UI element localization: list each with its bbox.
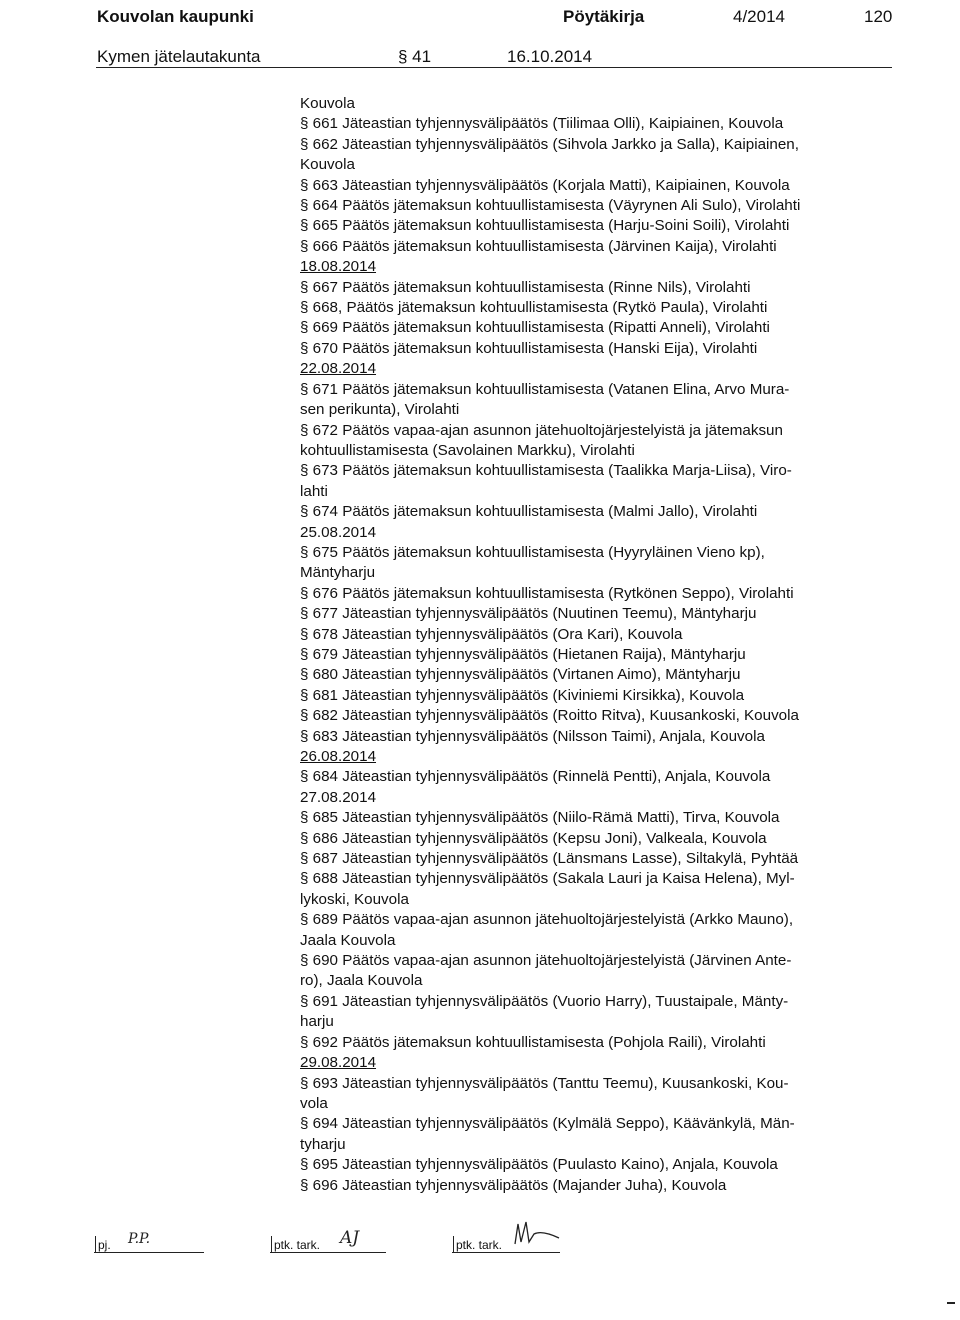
list-line: § 695 Jäteastian tyhjennysvälipäätös (Puulasto Kaino), Anjala, Kouvola <box>300 1156 778 1174</box>
date-heading: 18.08.2014 <box>300 258 377 276</box>
list-line: § 678 Jäteastian tyhjennysvälipäätös (Ora Kari), Kouvola <box>300 625 683 643</box>
list-line: § 672 Päätös vapaa-ajan asunnon jätehuoltojärjestelyistä ja jätemaksun <box>300 421 783 439</box>
chair-signature-line <box>94 1252 204 1253</box>
list-line: tyharju <box>300 1135 346 1153</box>
list-line: § 668, Päätös jätemaksun kohtuullistamisesta (Rytkö Paula), Virolahti <box>300 299 768 317</box>
list-line: § 694 Jäteastian tyhjennysvälipäätös (Kylmälä Seppo), Käävänkylä, Män- <box>300 1115 795 1133</box>
date-heading: 29.08.2014 <box>300 1054 377 1072</box>
list-line: § 691 Jäteastian tyhjennysvälipäätös (Vuorio Harry), Tuustaipale, Mänty- <box>300 992 789 1010</box>
list-line: 25.08.2014 <box>300 523 377 541</box>
list-line: § 679 Jäteastian tyhjennysvälipäätös (Hietanen Raija), Mäntyharju <box>300 645 746 663</box>
list-line: § 686 Jäteastian tyhjennysvälipäätös (Kepsu Joni), Valkeala, Kouvola <box>300 829 767 847</box>
list-line: vola <box>300 1094 328 1112</box>
document-type: Pöytäkirja <box>563 7 645 26</box>
checker1-initials: AJ <box>340 1228 360 1248</box>
header-divider <box>96 67 892 68</box>
list-line: lahti <box>300 482 328 500</box>
list-line: § 683 Jäteastian tyhjennysvälipäätös (Nilsson Taimi), Anjala, Kouvola <box>300 727 765 745</box>
list-line: harju <box>300 1013 334 1031</box>
list-line: Kouvola <box>300 95 355 112</box>
chair-signature-label: pj. <box>98 1238 111 1252</box>
list-line: § 671 Päätös jätemaksun kohtuullistamisesta (Vatanen Elina, Arvo Mura- <box>300 380 790 398</box>
checker1-signature-line <box>270 1252 386 1253</box>
list-line: § 673 Päätös jätemaksun kohtuullistamisesta (Taalikka Marja-Liisa), Viro- <box>300 462 792 480</box>
chair-initials: P.P. <box>128 1231 151 1247</box>
list-line: Kouvola <box>300 156 355 174</box>
list-line: § 663 Jäteastian tyhjennysvälipäätös (Korjala Matti), Kaipiainen, Kouvola <box>300 176 790 194</box>
list-line: Jaala Kouvola <box>300 931 396 949</box>
date-heading: 26.08.2014 <box>300 748 377 765</box>
list-line: § 669 Päätös jätemaksun kohtuullistamisesta (Ripatti Anneli), Virolahti <box>300 319 770 337</box>
list-line: § 670 Päätös jätemaksun kohtuullistamisesta (Hanski Eija), Virolahti <box>300 339 758 357</box>
list-line: § 689 Päätös vapaa-ajan asunnon jätehuoltojärjestelyistä (Arkko Mauno), <box>300 911 794 929</box>
list-line: kohtuullistamisesta (Savolainen Markku), Virolahti <box>300 441 635 459</box>
list-line: § 687 Jäteastian tyhjennysvälipäätös (Länsmans Lasse), Siltakylä, Pyhtää <box>300 850 799 868</box>
list-line: § 693 Jäteastian tyhjennysvälipäätös (Tanttu Teemu), Kuusankoski, Kou- <box>300 1074 789 1092</box>
date-heading: 22.08.2014 <box>300 360 377 378</box>
list-line: § 685 Jäteastian tyhjennysvälipäätös (Niilo-Rämä Matti), Tirva, Kouvola <box>300 809 780 827</box>
checker2-signature-line <box>452 1252 560 1253</box>
list-line: Mäntyharju <box>300 564 376 582</box>
handwritten-signature-icon <box>512 1218 562 1248</box>
list-line: § 662 Jäteastian tyhjennysvälipäätös (Sihvola Jarkko ja Salla), Kaipiainen, <box>300 135 799 153</box>
list-line: § 681 Jäteastian tyhjennysvälipäätös (Kiviniemi Kirsikka), Kouvola <box>300 686 745 704</box>
list-line: § 661 Jäteastian tyhjennysvälipäätös (Tiilimaa Olli), Kaipiainen, Kouvola <box>300 115 784 133</box>
list-line: 27.08.2014 <box>300 788 377 806</box>
list-line: sen perikunta), Virolahti <box>300 401 460 419</box>
list-line: § 674 Päätös jätemaksun kohtuullistamisesta (Malmi Jallo), Virolahti <box>300 503 758 521</box>
list-line: § 696 Jäteastian tyhjennysvälipäätös (Majander Juha), Kouvola <box>300 1176 727 1194</box>
list-line: § 690 Päätös vapaa-ajan asunnon jätehuoltojärjestelyistä (Järvinen Ante- <box>300 952 792 970</box>
list-line: § 665 Päätös jätemaksun kohtuullistamisesta (Harju-Soini Soili), Virolahti <box>300 217 790 235</box>
list-line: § 692 Päätös jätemaksun kohtuullistamisesta (Pohjola Raili), Virolahti <box>300 1033 766 1051</box>
organization-name: Kouvolan kaupunki <box>97 7 254 26</box>
list-line: § 688 Jäteastian tyhjennysvälipäätös (Sakala Lauri ja Kaisa Helena), Myl- <box>300 870 795 888</box>
list-line: lykoski, Kouvola <box>300 890 409 908</box>
list-line: ro), Jaala Kouvola <box>300 972 423 990</box>
list-line: § 664 Päätös jätemaksun kohtuullistamisesta (Väyrynen Ali Sulo), Virolahti <box>300 197 801 215</box>
document-number: 4/2014 <box>733 7 785 26</box>
checker1-signature-label: ptk. tark. <box>274 1238 320 1252</box>
section-number: § 41 <box>398 47 432 66</box>
page-number: 120 <box>864 7 893 26</box>
list-line: § 684 Jäteastian tyhjennysvälipäätös (Rinnelä Pentti), Anjala, Kouvola <box>300 768 771 786</box>
edge-mark <box>947 1302 955 1304</box>
list-line: § 667 Päätös jätemaksun kohtuullistamisesta (Rinne Nils), Virolahti <box>300 278 751 296</box>
list-line: § 682 Jäteastian tyhjennysvälipäätös (Roitto Ritva), Kuusankoski, Kouvola <box>300 707 799 725</box>
list-line: § 680 Jäteastian tyhjennysvälipäätös (Virtanen Aimo), Mäntyharju <box>300 666 741 684</box>
committee-name: Kymen jätelautakunta <box>97 47 261 66</box>
decision-list <box>300 94 900 1196</box>
list-line: § 676 Päätös jätemaksun kohtuullistamisesta (Rytkönen Seppo), Virolahti <box>300 584 794 602</box>
list-line: § 675 Päätös jätemaksun kohtuullistamisesta (Hyyryläinen Vieno kp), <box>300 543 765 561</box>
meeting-date: 16.10.2014 <box>507 47 593 66</box>
list-line: § 677 Jäteastian tyhjennysvälipäätös (Nuutinen Teemu), Mäntyharju <box>300 605 757 623</box>
list-line: § 666 Päätös jätemaksun kohtuullistamisesta (Järvinen Kaija), Virolahti <box>300 237 777 255</box>
checker2-signature-label: ptk. tark. <box>456 1238 502 1252</box>
